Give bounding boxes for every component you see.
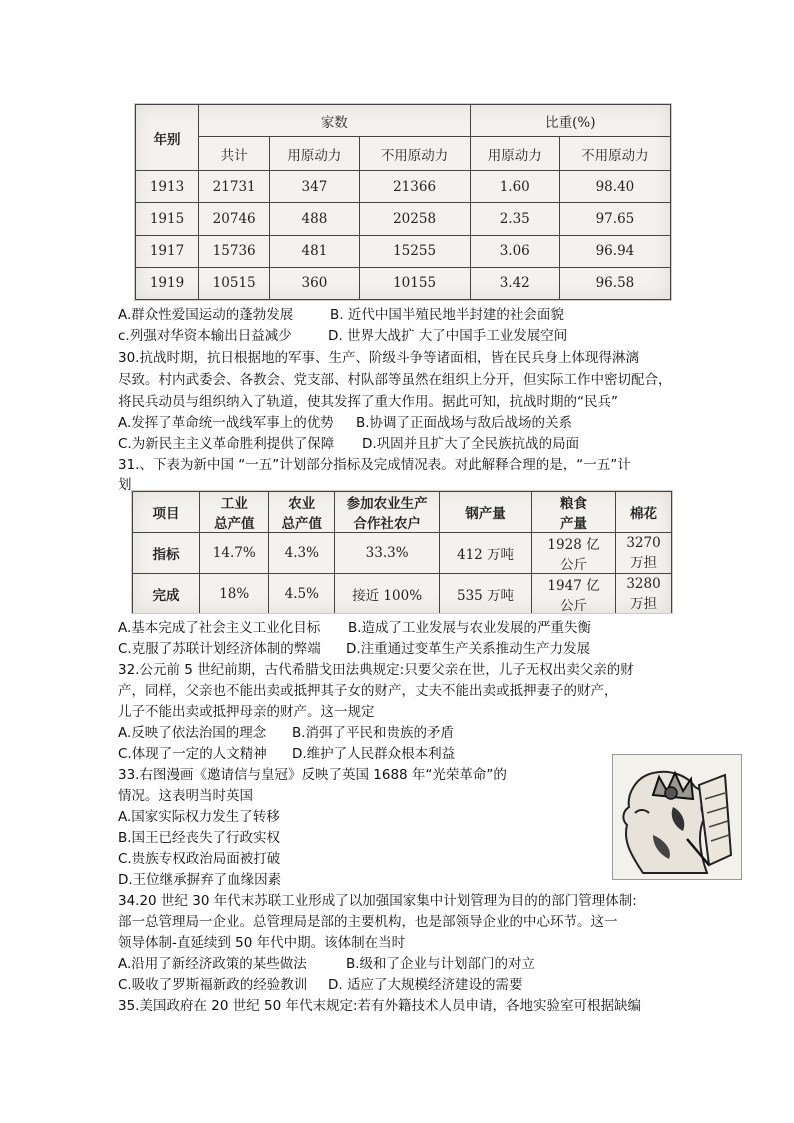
table-cell: 2.35 (470, 203, 559, 235)
five-year-plan-table-image (131, 490, 673, 614)
table-cell: 347 (270, 171, 359, 203)
table-row (133, 533, 672, 574)
q32-option-c: C.体现了一定的人文精神 (118, 746, 267, 762)
table-cell: 3.06 (470, 235, 559, 267)
q31-option-b: B.造成了工业发展与农业发展的严重失衡 (348, 620, 592, 636)
table-cell: 1917 (136, 235, 199, 267)
q33-option-b: B.国王已经丧失了行政实权 (118, 830, 281, 846)
table-cell: 1928 亿 公斤 (531, 533, 615, 574)
table-header: 钢产量 (440, 492, 532, 533)
q30-option-c: C.为新民主主义革命胜利提供了保障 (118, 436, 335, 452)
table-cell: 完成 (133, 574, 200, 615)
table-subheader: 不用原动力 (359, 137, 470, 171)
q34-stem-line: 部一总管理局一企业。总管理局是部的主要机构，也是部领导企业的中心环节。这一 (118, 914, 618, 930)
table-cell: 3.42 (470, 267, 559, 299)
table-cell: 1913 (136, 171, 199, 203)
q33-stem-line: 33.右图漫画《邀请信与皇冠》反映了英国 1688 年“光荣革命”的 (118, 767, 507, 783)
table-header: 棉花 (616, 492, 672, 533)
q34-option-b: B.级和了企业与计划部门的对立 (346, 956, 536, 972)
table-cell: 4.3% (269, 533, 335, 574)
table-row (136, 235, 671, 267)
table-header-year: 年别 (136, 105, 199, 171)
table-cell: 1.60 (470, 171, 559, 203)
table-cell: 96.94 (559, 235, 670, 267)
q29-option-a: A.群众性爱国运动的蓬勃发展 (118, 307, 294, 323)
table-header-count: 家数 (199, 105, 471, 137)
q34-stem-line: 领导体制-直延续到 50 年代中期。该体制在当时 (118, 935, 406, 951)
q35-stem-line: 35.美国政府在 20 世纪 50 年代末规定:若有外籍技术人员申请，各地实验室可根据缺编 (118, 998, 642, 1014)
table-cell: 4.5% (269, 574, 335, 615)
q34-stem-line: 34.20 世纪 30 年代末苏联工业形成了以加强国家集中计划管理为目的的部门管理体制: (118, 893, 637, 909)
q32-stem-line: 产，同样，父亲也不能出卖或抵押其子女的财产，丈夫不能出卖或抵押妻子的财产， (118, 683, 618, 699)
q30-option-d: D.巩固并且扩大了全民族抗战的局面 (362, 436, 580, 452)
q29-option-c: c.列强对华资本输出日益减少 (118, 328, 292, 344)
table-header: 参加农业生产 合作社农户 (335, 492, 440, 533)
table-cell: 1947 亿 公斤 (531, 574, 615, 615)
table-cell: 412 万吨 (440, 533, 532, 574)
table-cell: 14.7% (200, 533, 269, 574)
table-cell: 10515 (199, 267, 270, 299)
q32-stem-line: 32.公元前 5 世纪前期，古代希腊戈田法典规定:只要父亲在世，儿子无权出卖父亲的财 (118, 662, 634, 678)
table-cell: 98.40 (559, 171, 670, 203)
q33-stem-line: 情况。这表明当时英国 (118, 788, 253, 804)
table-cell: 535 万吨 (440, 574, 532, 615)
table-header: 农业 总产值 (269, 492, 335, 533)
table-cell: 指标 (133, 533, 200, 574)
q29-option-d: D. 世界大战扩 大了中国手工业发展空间 (328, 328, 568, 344)
handicraft-statistics-table (135, 104, 671, 300)
q31-stem-line: 31.、下表为新中国 “一五”计划部分指标及完成情况表。对此解释合理的是，“一五”计 (118, 457, 631, 473)
table-cell: 33.3% (335, 533, 440, 574)
table-subheader: 共计 (199, 137, 270, 171)
table-cell: 10155 (359, 267, 470, 299)
table-cell: 488 (270, 203, 359, 235)
table-cell: 15736 (199, 235, 270, 267)
table-cell: 96.58 (559, 267, 670, 299)
q30-option-b: B.协调了正面战场与敌后战场的关系 (356, 415, 573, 431)
q33-option-a: A.国家实际权力发生了转移 (118, 809, 280, 825)
table-row (133, 574, 672, 615)
q33-option-d: D.王位继承摒弃了血缘因素 (118, 872, 282, 888)
q32-option-d: D.维护了人民群众根本利益 (292, 746, 456, 762)
table-cell: 1915 (136, 203, 199, 235)
q30-stem-line: 30.抗战时期，抗日根据地的军事、生产、阶级斗争等诸面相，皆在民兵身上体现得淋漓 (118, 350, 639, 366)
q30-stem-line: 尽致。村内武委会、各教会、党支部、村队部等虽然在组织上分开，但实际工作中密切配合， (118, 372, 672, 388)
table-cell: 360 (270, 267, 359, 299)
table-cell: 18% (200, 574, 269, 615)
table-cell: 接近 100% (335, 574, 440, 615)
q30-option-a: A.发挥了革命统一战线军事上的优势 (118, 415, 334, 431)
table-subheader: 用原动力 (270, 137, 359, 171)
q33-option-c: C.贵族专权政治局面被打破 (118, 851, 281, 867)
q32-stem-line: 儿子不能出卖或抵押母亲的财产。这一规定 (118, 704, 375, 720)
table-header-share: 比重(%) (470, 105, 670, 137)
handicraft-statistics-table-image (134, 103, 672, 301)
table-cell: 21366 (359, 171, 470, 203)
q29-option-b: B. 近代中国半殖民地半封建的社会面貌 (330, 307, 564, 323)
table-cell: 20258 (359, 203, 470, 235)
table-cell: 20746 (199, 203, 270, 235)
table-subheader: 用原动力 (470, 137, 559, 171)
five-year-plan-table (132, 491, 672, 614)
q34-option-a: A.沿用了新经济政策的某些做法 (118, 956, 307, 972)
q31-option-d: D.注重通过变革生产关系推动生产力发展 (346, 641, 591, 657)
q34-option-d: D. 适应了大规模经济建设的需要 (328, 977, 523, 993)
q30-stem-line: 将民兵动员与组织纳入了轨道，使其发挥了重大作用。据此可知，抗战时期的“民兵” (118, 394, 618, 410)
table-row (136, 203, 671, 235)
table-header: 粮食 产量 (531, 492, 615, 533)
q32-option-a: A.反映了依法治国的理念 (118, 725, 267, 741)
q34-option-c: C.吸收了罗斯福新政的经验教训 (118, 977, 308, 993)
q32-option-b: B.消弭了平民和贵族的矛盾 (292, 725, 455, 741)
table-subheader: 不用原动力 (559, 137, 670, 171)
table-header: 工业 总产值 (200, 492, 269, 533)
table-cell: 1919 (136, 267, 199, 299)
table-row (136, 171, 671, 203)
table-cell: 3280 万担 (616, 574, 672, 615)
invitation-and-crown-cartoon (612, 754, 742, 880)
table-cell: 21731 (199, 171, 270, 203)
table-row (136, 267, 671, 299)
table-cell: 481 (270, 235, 359, 267)
q31-option-c: C.克服了苏联计划经济体制的弊端 (118, 641, 321, 657)
cartoon-illustration (613, 755, 741, 879)
table-header: 项目 (133, 492, 200, 533)
q31-option-a: A.基本完成了社会主义工业化目标 (118, 620, 321, 636)
q31-stem-line: 划 (118, 477, 132, 493)
table-cell: 15255 (359, 235, 470, 267)
table-cell: 3270 万担 (616, 533, 672, 574)
table-cell: 97.65 (559, 203, 670, 235)
